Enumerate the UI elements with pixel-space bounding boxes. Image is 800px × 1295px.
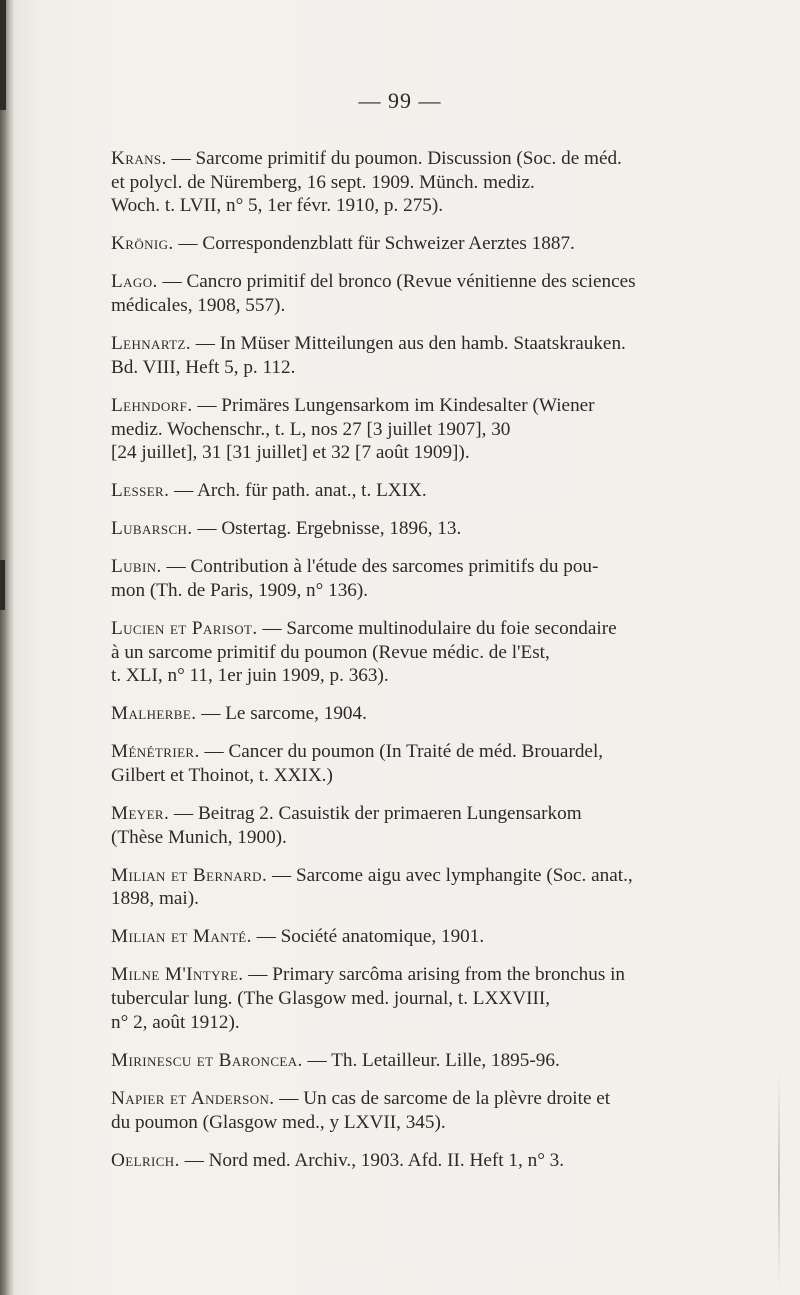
entry-text: — Correspondenzblatt für Schweizer Aerztes 1887. xyxy=(178,233,575,255)
entry-author: Napier et Anderson. xyxy=(111,1087,275,1109)
entry-text: — Sarcome primitif du poumon. Discussion (Soc. de méd. xyxy=(171,148,622,169)
bibliography-entry xyxy=(111,555,771,602)
entry-line xyxy=(111,1049,771,1073)
bibliography-entry xyxy=(111,232,771,256)
entry-author: Milne M'Intyre. xyxy=(111,964,244,986)
entry-line xyxy=(111,641,771,665)
entry-line xyxy=(111,864,771,888)
entry-author: Krönig. xyxy=(111,233,174,255)
entry-text: Gilbert et Thoinot, t. XXIX.) xyxy=(111,765,333,787)
entry-author: Krans. xyxy=(111,148,167,169)
bibliography-entry xyxy=(111,1087,771,1134)
entry-line xyxy=(111,441,771,465)
entry-line xyxy=(111,802,771,826)
entry-line xyxy=(111,232,771,256)
entry-author: Lubin. xyxy=(111,556,162,578)
entry-line xyxy=(111,294,771,318)
entry-text: — Société anatomique, 1901. xyxy=(256,926,485,948)
bibliography-entry xyxy=(111,479,771,503)
entry-text: — Primäres Lungensarkom im Kindesalter (Wiener xyxy=(197,394,595,416)
entry-text: — Primary sarcôma arising from the bronchus in xyxy=(248,964,626,986)
bibliography-entry xyxy=(111,332,771,379)
bibliography-entry xyxy=(111,517,771,541)
entry-text: [24 juillet], 31 [31 juillet] et 32 [7 août 1909]). xyxy=(111,442,470,464)
entry-author: Lubarsch. xyxy=(111,518,193,540)
entry-line xyxy=(111,740,771,764)
entry-line xyxy=(111,579,771,603)
entry-text: n° 2, août 1912). xyxy=(111,1011,240,1033)
entry-line xyxy=(111,702,771,726)
entry-author: Mirinescu et Baroncea. xyxy=(111,1049,303,1071)
entry-line xyxy=(111,394,771,418)
entry-line xyxy=(111,479,771,503)
entry-text: — Nord med. Archiv., 1903. Afd. II. Heft 1, n° 3. xyxy=(184,1149,565,1171)
entry-line xyxy=(111,418,771,442)
entry-line xyxy=(111,1011,771,1035)
bibliography-entry xyxy=(111,925,771,949)
entry-line xyxy=(111,517,771,541)
bibliography-entry xyxy=(111,270,771,317)
entry-text: Woch. t. LVII, n° 5, 1er févr. 1910, p. 275). xyxy=(111,195,444,217)
page-edge-mark xyxy=(778,1070,780,1290)
entry-text: — Cancro primitif del bronco (Revue vénitienne des sciences xyxy=(162,271,636,293)
entry-text: — In Müser Mitteilungen aus den hamb. Staatskrauken. xyxy=(195,333,626,355)
entry-author: Lucien et Parisot. xyxy=(111,617,258,639)
entry-text: (Thèse Munich, 1900). xyxy=(111,826,287,848)
bibliography-entry xyxy=(111,802,771,849)
entry-text: Bd. VIII, Heft 5, p. 112. xyxy=(111,356,296,378)
entry-line xyxy=(111,664,771,688)
entry-line xyxy=(111,1087,771,1111)
entry-author: Lago. xyxy=(111,271,158,293)
entry-author: Milian et Bernard. xyxy=(111,864,268,886)
entry-text: — Un cas de sarcome de la plèvre droite et xyxy=(279,1087,611,1109)
entry-line xyxy=(111,826,771,850)
entry-text: t. XLI, n° 11, 1er juin 1909, p. 363). xyxy=(111,665,389,687)
entry-line xyxy=(111,194,771,218)
entry-line xyxy=(111,555,771,579)
entry-line xyxy=(111,963,771,987)
bibliography-list xyxy=(111,147,771,1187)
entry-line xyxy=(111,925,771,949)
entry-author: Ménétrier. xyxy=(111,741,200,763)
page-binding-edge xyxy=(0,0,14,1295)
entry-line xyxy=(111,617,771,641)
bibliography-entry xyxy=(111,394,771,465)
bibliography-entry xyxy=(111,702,771,726)
entry-author: Lesser. xyxy=(111,480,170,502)
entry-text: tubercular lung. (The Glasgow med. journal, t. LXXVIII, xyxy=(111,988,551,1010)
bibliography-entry xyxy=(111,617,771,688)
entry-text: du poumon (Glasgow med., y LXVII, 345). xyxy=(111,1111,446,1133)
binding-shadow xyxy=(0,560,5,610)
entry-author: Lehnartz. xyxy=(111,333,191,355)
entry-line xyxy=(111,887,771,911)
entry-author: Oelrich. xyxy=(111,1149,180,1171)
entry-text: — Contribution à l'étude des sarcomes primitifs du pou- xyxy=(166,556,599,578)
entry-line xyxy=(111,987,771,1011)
entry-line xyxy=(111,1111,771,1135)
bibliography-entry xyxy=(111,963,771,1034)
page-number: — 99 — xyxy=(358,88,442,113)
bibliography-entry xyxy=(111,740,771,787)
bibliography-entry xyxy=(111,864,771,911)
entry-line xyxy=(111,356,771,380)
entry-text: — Th. Letailleur. Lille, 1895-96. xyxy=(307,1049,560,1071)
entry-text: — Le sarcome, 1904. xyxy=(201,703,367,725)
entry-author: Meyer. xyxy=(111,803,170,825)
entry-text: mediz. Wochenschr., t. L, nos 27 [3 juillet 1907], 30 xyxy=(111,418,511,440)
entry-author: Lehndorf. xyxy=(111,394,193,416)
entry-line xyxy=(111,270,771,294)
entry-line xyxy=(111,171,771,195)
entry-text: à un sarcome primitif du poumon (Revue médic. de l'Est, xyxy=(111,641,550,663)
entry-text: 1898, mai). xyxy=(111,888,199,910)
entry-text: — Arch. für path. anat., t. LXIX. xyxy=(174,480,427,502)
entry-line xyxy=(111,147,771,171)
entry-text: médicales, 1908, 557). xyxy=(111,295,286,317)
entry-author: Malherbe. xyxy=(111,703,197,725)
entry-text: — Sarcome multinodulaire du foie secondaire xyxy=(262,617,617,639)
bibliography-entry xyxy=(111,1049,771,1073)
entry-line xyxy=(111,1149,771,1173)
entry-text: — Ostertag. Ergebnisse, 1896, 13. xyxy=(197,518,462,540)
entry-author: Milian et Manté. xyxy=(111,926,252,948)
entry-text: mon (Th. de Paris, 1909, n° 136). xyxy=(111,579,369,601)
entry-text: — Beitrag 2. Casuistik der primaeren Lungensarkom xyxy=(174,803,582,825)
bibliography-entry xyxy=(111,147,771,218)
entry-line xyxy=(111,764,771,788)
entry-line xyxy=(111,332,771,356)
entry-text: — Cancer du poumon (In Traité de méd. Brouardel, xyxy=(204,741,604,763)
entry-text: et polycl. de Nüremberg, 16 sept. 1909. Münch. mediz. xyxy=(111,171,535,193)
entry-text: — Sarcome aigu avec lymphangite (Soc. anat., xyxy=(271,864,633,886)
bibliography-entry xyxy=(111,1149,771,1173)
